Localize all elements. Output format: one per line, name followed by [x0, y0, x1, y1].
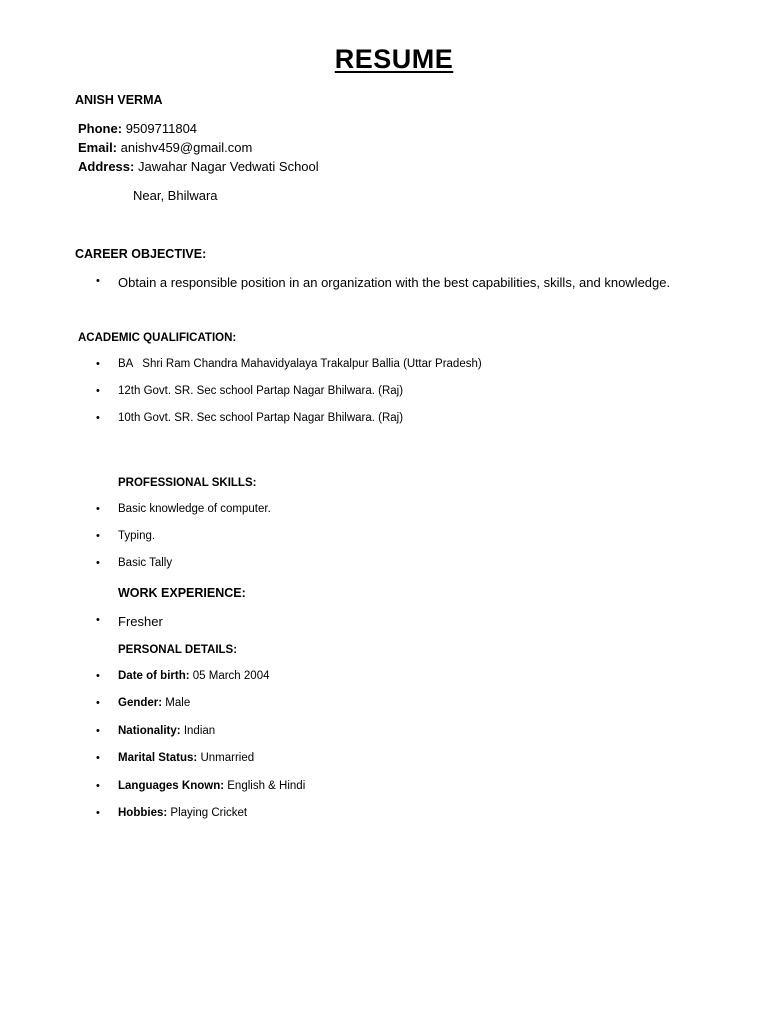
- bullet-icon: •: [96, 614, 100, 626]
- work-item: Fresher: [118, 614, 163, 629]
- list-item: [0, 412, 768, 430]
- document-title: RESUME: [334, 44, 454, 74]
- gender-value: Male: [165, 697, 191, 709]
- bullet-icon: •: [96, 752, 100, 764]
- address-line1: Jawahar Nagar Vedwati School: [137, 159, 319, 174]
- academic-heading: ACADEMIC QUALIFICATION:: [78, 332, 237, 344]
- list-item: [0, 275, 768, 293]
- personal-dob: [118, 670, 269, 682]
- bullet-icon: •: [96, 697, 100, 709]
- bullet-icon: •: [96, 503, 100, 515]
- contact-address: [78, 159, 319, 174]
- list-item: [0, 780, 768, 798]
- email-value: anishv459@gmail.com: [120, 140, 253, 155]
- work-heading: WORK EXPERIENCE:: [118, 586, 246, 600]
- hobbies-value: Playing Cricket: [170, 807, 248, 819]
- email-label: Email:: [78, 140, 118, 155]
- personal-gender: [118, 697, 190, 709]
- list-item: [0, 752, 768, 770]
- phone-label: Phone:: [78, 121, 123, 136]
- gender-label: Gender:: [118, 697, 163, 709]
- contact-phone: [78, 121, 197, 136]
- personal-nationality: [118, 725, 215, 737]
- marital-label: Marital Status:: [118, 752, 198, 764]
- bullet-icon: •: [96, 358, 100, 370]
- personal-languages: [118, 780, 305, 792]
- nationality-label: Nationality:: [118, 725, 181, 737]
- bullet-icon: •: [96, 807, 100, 819]
- academic-item-ba: BA Shri Ram Chandra Mahavidyalaya Trakalpur Ballia (Uttar Pradesh): [118, 358, 482, 370]
- list-item: [0, 725, 768, 743]
- bullet-icon: •: [96, 412, 100, 424]
- bullet-icon: •: [96, 385, 100, 397]
- list-item: [0, 670, 768, 688]
- academic-item-10th: 10th Govt. SR. Sec school Partap Nagar Bhilwara. (Raj): [118, 412, 404, 424]
- list-item: [0, 697, 768, 715]
- personal-marital-status: [118, 752, 254, 764]
- dob-value: 05 March 2004: [192, 670, 270, 682]
- bullet-icon: •: [96, 725, 100, 737]
- address-label: Address:: [78, 159, 135, 174]
- nationality-value: Indian: [183, 725, 216, 737]
- applicant-name: ANISH VERMA: [75, 93, 163, 107]
- skill-item: Basic knowledge of computer.: [118, 503, 271, 515]
- bullet-icon: •: [96, 670, 100, 682]
- contact-email: [78, 140, 252, 155]
- bullet-icon: •: [96, 780, 100, 792]
- academic-item-12th: 12th Govt. SR. Sec school Partap Nagar Bhilwara. (Raj): [118, 385, 404, 397]
- bullet-icon: •: [96, 530, 100, 542]
- bullet-icon: •: [96, 275, 100, 287]
- skill-item: Basic Tally: [118, 557, 173, 569]
- personal-hobbies: [118, 807, 247, 819]
- personal-heading: PERSONAL DETAILS:: [118, 644, 238, 656]
- marital-value: Unmarried: [200, 752, 255, 764]
- hobbies-label: Hobbies:: [118, 807, 168, 819]
- dob-label: Date of birth:: [118, 670, 190, 682]
- bullet-icon: •: [96, 557, 100, 569]
- list-item: [0, 807, 768, 825]
- languages-value: English & Hindi: [227, 780, 306, 792]
- career-objective-text: Obtain a responsible position in an organization with the best capabilities, skills, and knowledge.: [118, 275, 671, 290]
- address-line2: Near, Bhilwara: [133, 188, 218, 203]
- list-item: [0, 503, 768, 521]
- list-item: [0, 557, 768, 575]
- list-item: [0, 614, 768, 632]
- skills-heading: PROFESSIONAL SKILLS:: [118, 477, 257, 489]
- list-item: [0, 530, 768, 548]
- skill-item: Typing.: [118, 530, 156, 542]
- languages-label: Languages Known:: [118, 780, 225, 792]
- career-objective-heading: CAREER OBJECTIVE:: [75, 247, 207, 261]
- list-item: [0, 385, 768, 403]
- list-item: [0, 358, 768, 376]
- phone-value: 9509711804: [125, 121, 198, 136]
